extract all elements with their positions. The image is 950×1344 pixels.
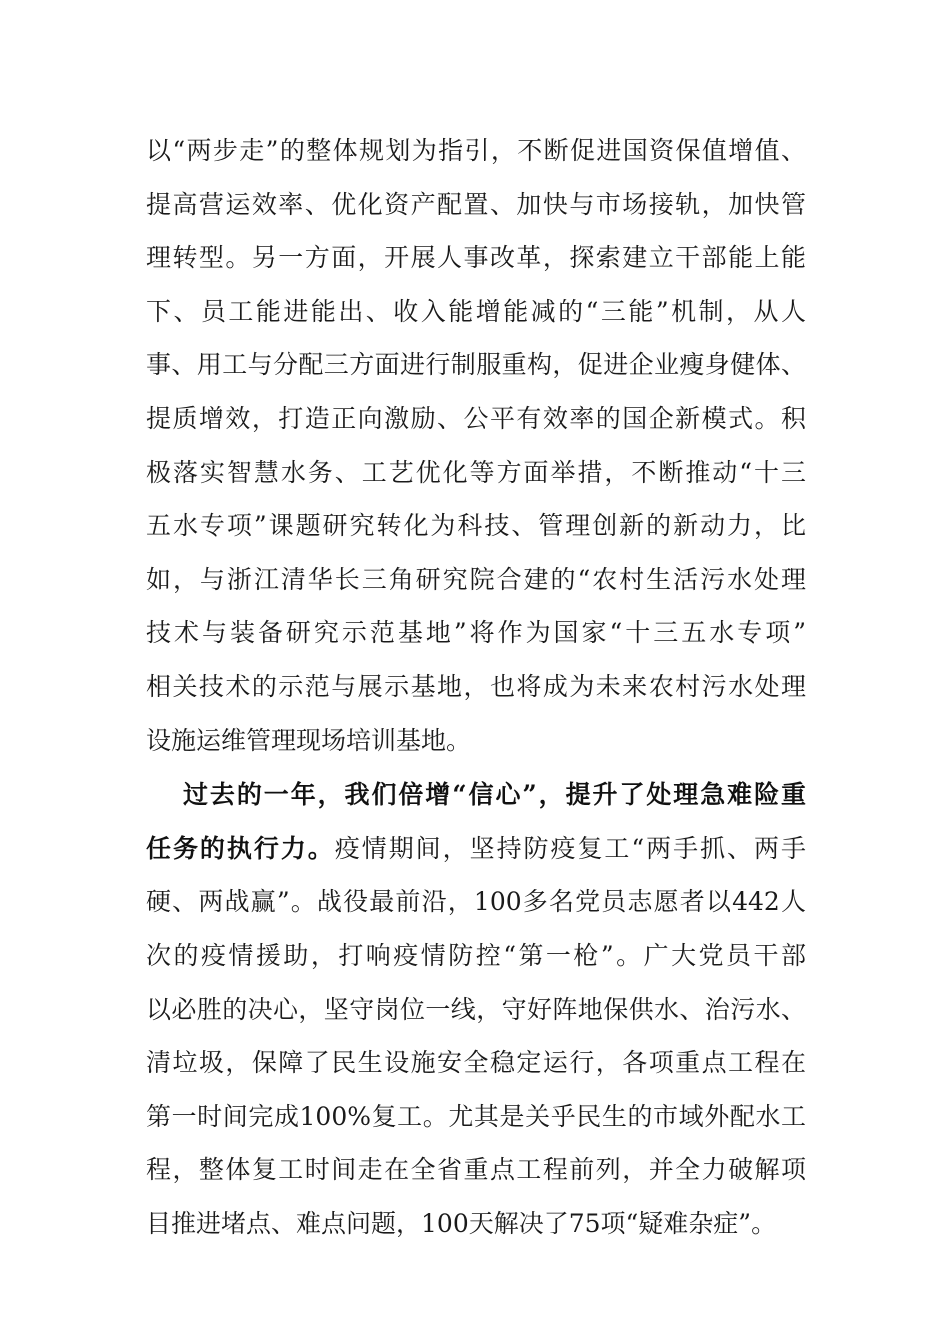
text-line [146,660,806,714]
text-run: 疫情期间，坚持防疫复工“两手抓、两手 [334,833,806,863]
text-run: 极落实智慧水务、工艺优化等方面举措，不断推动“十三 [146,457,806,487]
text-run: 下、员工能进能出、收入能增能减的“三能”机制，从人 [146,296,806,326]
text-line [146,1036,806,1090]
text-run: 第一时间完成100%复工。尤其是关乎民生的市域外配水工 [146,1101,806,1131]
text-line [146,1143,806,1197]
text-line [146,714,806,768]
text-line [146,446,806,500]
paragraph-reform [146,124,806,767]
text-run: 次的疫情援助，打响疫情防控“第一枪”。广大党员干部 [146,940,806,970]
text-line [146,822,806,876]
text-run: 程，整体复工时间走在全省重点工程前列，并全力破解项 [146,1155,806,1185]
text-run: 相关技术的示范与展示基地，也将成为未来农村污水处理 [146,671,806,701]
text-run: 技术与装备研究示范基地”将作为国家“十三五水专项” [146,618,806,648]
bold-heading-run: 任务的执行力。 [146,833,335,863]
text-line [146,875,806,929]
bold-heading-run: 过去的一年，我们倍增“信心”，提升了处理急难险重 [183,780,806,810]
text-line [146,983,806,1037]
text-line [146,929,806,983]
document-body [146,124,806,1250]
text-run: 五水专项”课题研究转化为科技、管理创新的新动力，比 [146,511,806,541]
text-line [146,1090,806,1144]
text-run: 硬、两战赢”。战役最前沿，100多名党员志愿者以442人 [146,887,806,917]
paragraph-confidence [146,768,806,1250]
text-run: 如，与浙江清华长三角研究院合建的“农村生活污水处理 [146,564,806,594]
text-run: 提质增效，打造正向激励、公平有效率的国企新模式。积 [146,403,806,433]
text-run: 清垃圾，保障了民生设施安全稳定运行，各项重点工程在 [146,1048,806,1078]
text-run: 以“两步走”的整体规划为指引，不断促进国资保值增值、 [146,136,806,165]
text-line [146,231,806,285]
text-run: 设施运维管理现场培训基地。 [146,725,472,755]
text-run: 理转型。另一方面，开展人事改革，探索建立干部能上能 [146,243,806,273]
text-run: 提高营运效率、优化资产配置、加快与市场接轨，加快管 [146,189,806,219]
text-line [146,392,806,446]
text-line [146,499,806,553]
text-run: 目推进堵点、难点问题，100天解决了75项“疑难杂症”。 [146,1208,777,1238]
text-line [146,606,806,660]
text-run: 以必胜的决心，坚守岗位一线，守好阵地保供水、治污水、 [146,994,806,1024]
text-line [146,285,806,339]
text-line [146,178,806,232]
text-run: 事、用工与分配三方面进行制服重构，促进企业瘦身健体、 [146,350,806,380]
text-line [146,1197,806,1251]
text-line [146,124,806,178]
text-line [146,553,806,607]
text-line [146,768,806,822]
text-line [146,338,806,392]
